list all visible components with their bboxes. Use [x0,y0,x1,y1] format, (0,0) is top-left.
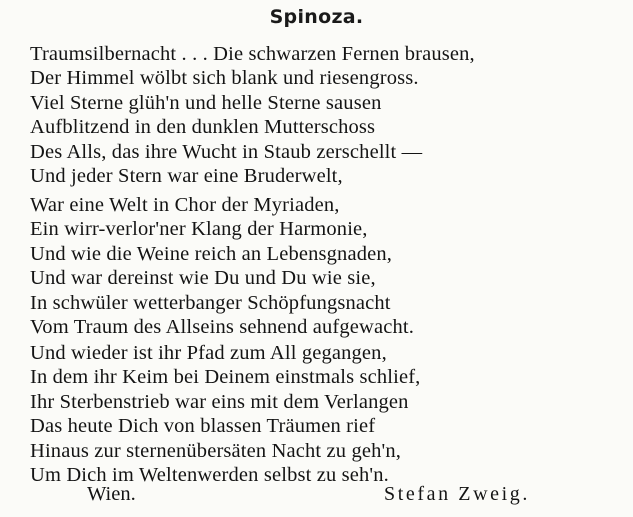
poem-line: Um Dich im Weltenwerden selbst zu seh'n. [30,463,389,486]
poem-line: Hinaus zur sternenübersäten Nacht zu geh'n, [30,439,402,462]
poem-line: Der Himmel wölbt sich blank und riesengross. [30,67,419,90]
poem-line: Ein wirr-verlor'ner Klang der Harmonie, [30,218,368,241]
signature-place: Wien. [87,483,136,505]
poem-line: Ihr Sterbenstrieb war eins mit dem Verlangen [30,390,409,413]
poem-line: Des Alls, das ihre Wucht in Staub zerschellt — [30,140,423,163]
poem-line: In dem ihr Keim bei Deinem einstmals schlief, [30,366,421,389]
poem-line: War eine Welt in Chor der Myriaden, [30,194,340,216]
poem-line: Und jeder Stern war eine Bruderwelt, [30,164,343,187]
signature-author: Stefan Zweig. [384,483,530,505]
poem-line: In schwüler wetterbanger Schöpfungsnacht [30,291,391,314]
poem-line: Vom Traum des Allseins sehnend aufgewacht. [30,315,414,338]
poem-line: Das heute Dich von blassen Träumen rief [30,415,376,438]
poem-line: Und wie die Weine reich an Lebensgnaden, [30,242,393,265]
stanza-2 [30,193,414,339]
poem-line: Viel Sterne glüh'n und helle Sterne sausen [30,91,382,114]
poem-line: Aufblitzend in den dunklen Mutterschoss [30,116,376,139]
stanza-1 [30,42,475,188]
poem-title: Spinoza. [269,6,364,28]
poem-line: Traumsilbernacht . . . Die schwarzen Fernen brausen, [30,43,475,65]
poem-line: Und war dereinst wie Du und Du wie sie, [30,267,376,290]
stanza-3 [30,341,420,487]
poem-line: Und wieder ist ihr Pfad zum All gegangen, [30,342,387,364]
